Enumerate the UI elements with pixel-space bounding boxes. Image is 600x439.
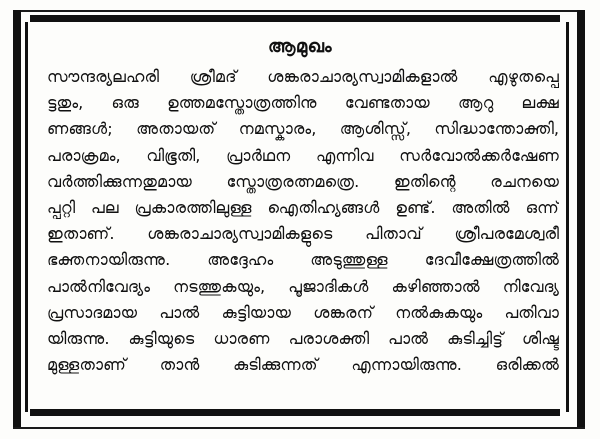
text-line: ഭക്തനായിരുന്നു. അദ്ദേഹം അടുത്തുള്ള ദേവീക്ഷേത്രത്തിൽ [47,250,559,270]
text-line: ട്ടതും, ഒരു ഉത്തമസ്തോത്രത്തിനു വേണ്ടതായ ആറു ലക്ഷ [47,93,559,113]
text-line: സൗന്ദര്യലഹരി ശ്രീമദ് ശങ്കരാചാര്യസ്വാമികളാൽ എഴുതപ്പെ [47,67,559,86]
top-border-bar [30,15,560,22]
text-line: ണങ്ങൾ; അതായത് നമസ്കാരം, ആശിസ്സ്, സിദ്ധാന്തോക്തി, [47,119,559,139]
text-line: ഇതാണ്. ശങ്കരാചാര്യസ്വാമികളുടെ പിതാവ് ശ്രീപരമേശ്വരീ [47,224,559,244]
text-line: യിരുന്നു. കുട്ടിയുടെ ധാരണ പരാശക്തി പാൽ കുടിച്ചിട്ട് ശിഷ്ട [47,328,559,348]
left-border-bar [13,10,21,427]
text-line: പരാക്രമം, വിഭൂതി, പ്രാർഥന എന്നിവ സർവോൽക്കർഷേണ [47,145,559,165]
bottom-border-bar [30,409,560,416]
text-line: മുള്ളതാണ് താൻ കുടിക്കുന്നത് എന്നായിരുന്നു. ഒരിക്കൽ [47,355,559,375]
text-line: പ്രസാദമായ പാൽ കുട്ടിയായ ശങ്കരന് നൽകുകയും പതിവാ [47,302,559,322]
document-body [47,64,559,378]
text-line: പാൽനിവേദ്യം നടത്തുകയും, പൂജാദികൾ കഴിഞ്ഞാൽ നിവേദ്യ [47,276,559,296]
text-line: പ്പറ്റി പല പ്രകാരത്തിലുള്ള ഐതിഹ്യങ്ങൾ ഉണ്ട്. അതിൽ ഒന്ന് [47,197,559,217]
text-line: വർത്തിക്കുന്നതുമായ സ്തോത്രരത്നമത്രെ. ഇതിന്റെ രചനയെ [47,171,559,191]
right-inner-border-line [566,22,569,412]
document-title: ആമുഖം [267,36,333,57]
left-inner-border-line [25,22,28,412]
right-border-bar [577,10,585,427]
